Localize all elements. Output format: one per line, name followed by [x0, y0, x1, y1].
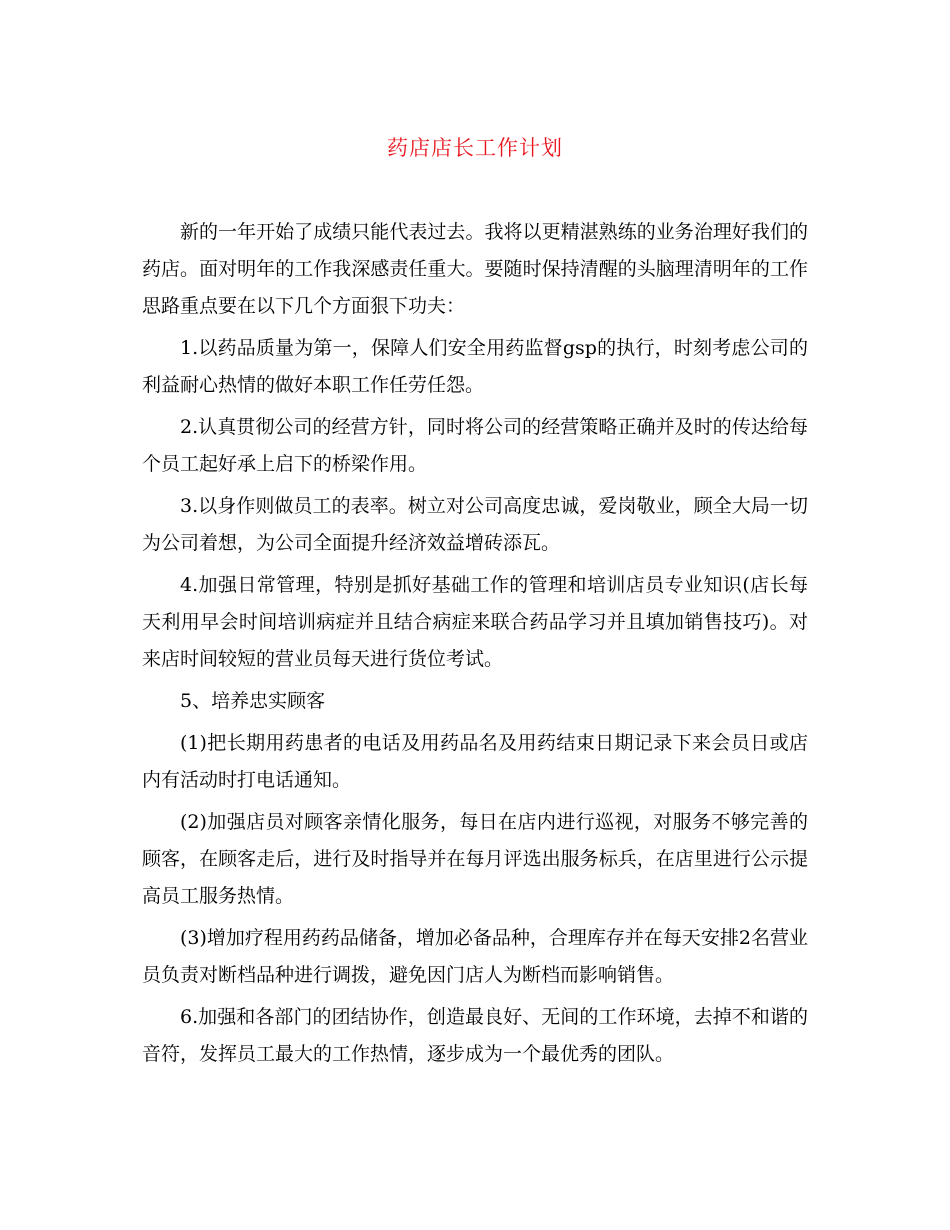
item-5-sub-3-paragraph: (3)增加疗程用药药品储备，增加必备品种，合理库存并在每天安排2名营业员负责对断档品种进行调拨，避免因门店人为断档而影响销售。	[142, 927, 809, 986]
item-6-paragraph: 6.加强和各部门的团结协作，创造最良好、无间的工作环境，去掉不和谐的音符，发挥员工最大的工作热情，逐步成为一个最优秀的团队。	[142, 1006, 808, 1065]
item-5-sub-2-paragraph: (2)加强店员对顾客亲情化服务，每日在店内进行巡视，对服务不够完善的顾客，在顾客走后，进行及时指导并在每月评选出服务标兵，在店里进行公示提高员工服务热情。	[142, 811, 808, 907]
item-5-sub-1-paragraph: (1)把长期用药患者的电话及用药品名及用药结束日期记录下来会员日或店内有活动时打电话通知。	[142, 732, 808, 791]
item-3-paragraph: 3.以身作则做员工的表率。树立对公司高度忠诚，爱岗敬业，顾全大局一切为公司着想，为公司全面提升经济效益增砖添瓦。	[142, 495, 808, 554]
document-title: 药店店长工作计划	[387, 136, 563, 160]
document-body	[142, 214, 808, 1078]
item-1-paragraph: 1.以药品质量为第一，保障人们安全用药监督gsp的执行，时刻考虑公司的利益耐心热情的做好本职工作任劳任怨。	[142, 337, 808, 396]
item-4-paragraph: 4.加强日常管理，特别是抓好基础工作的管理和培训店员专业知识(店长每天利用早会时间培训病症并且结合病症来联合药品学习并且填加销售技巧)。对来店时间较短的营业员每天进行货位考试。	[142, 574, 808, 670]
item-2-paragraph: 2.认真贯彻公司的经营方针，同时将公司的经营策略正确并及时的传达给每个员工起好承上启下的桥梁作用。	[142, 416, 808, 475]
item-5-heading: 5、培养忠实顾客	[180, 690, 326, 712]
intro-paragraph: 新的一年开始了成绩只能代表过去。我将以更精湛熟练的业务治理好我们的药店。面对明年的工作我深感责任重大。要随时保持清醒的头脑理清明年的工作思路重点要在以下几个方面狠下功夫：	[142, 221, 808, 317]
